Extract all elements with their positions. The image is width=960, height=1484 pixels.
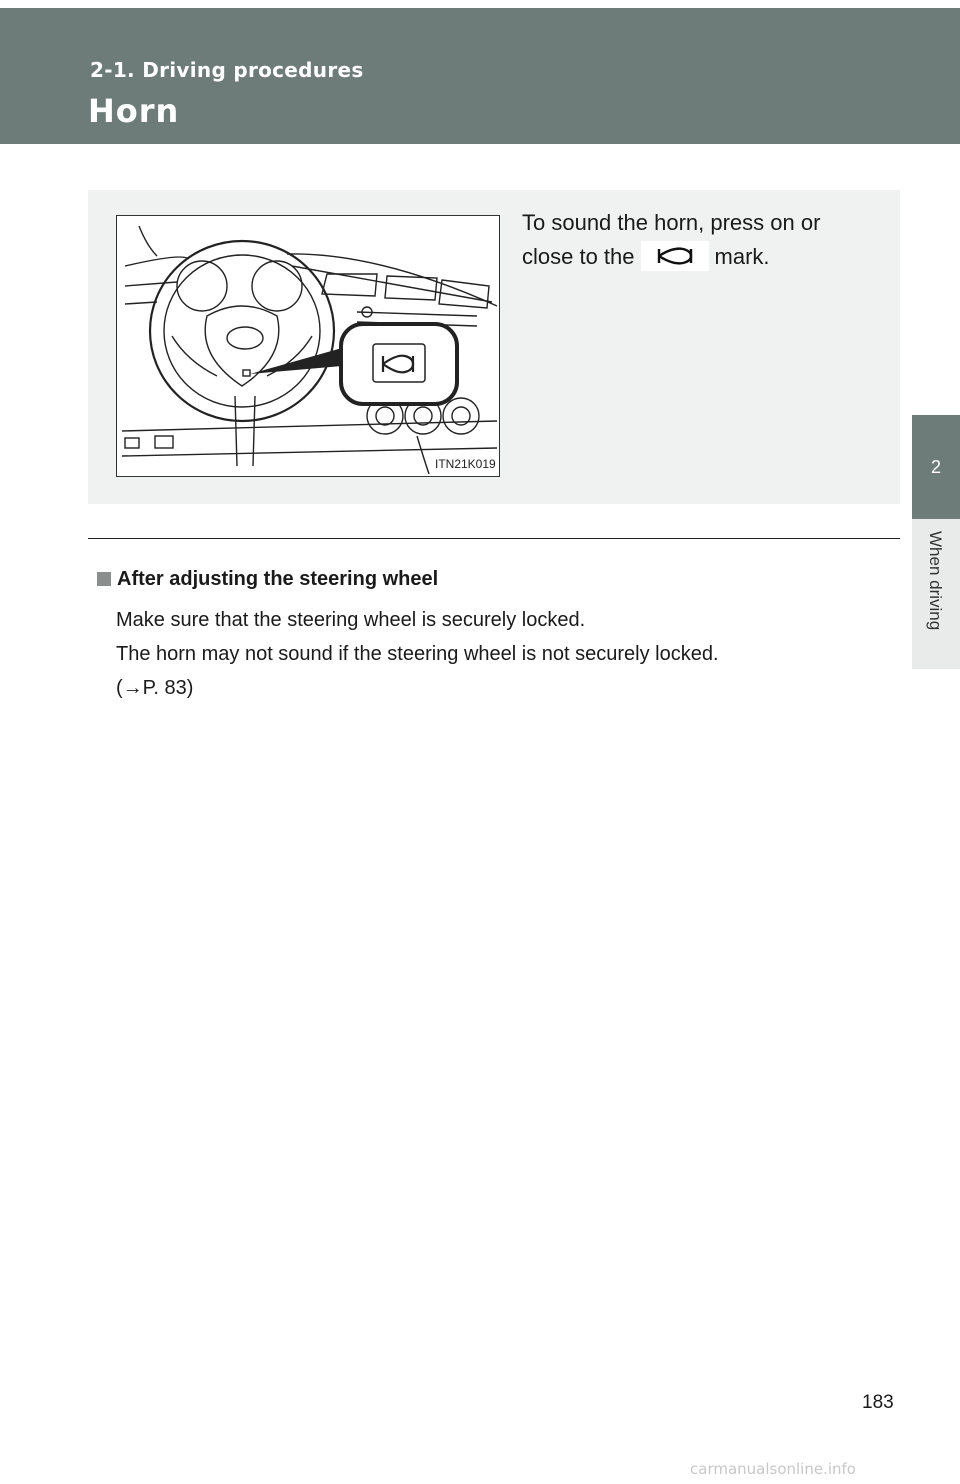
horn-mark-glyph (641, 241, 709, 271)
page-reference-link[interactable]: (→P. 83) (116, 677, 194, 699)
section-label: 2-1. Driving procedures (90, 58, 364, 82)
watermark: carmanualsonline.info (690, 1460, 856, 1478)
section-divider (88, 538, 900, 539)
steering-wheel-drawing (117, 216, 499, 476)
note-heading-text: After adjusting the steering wheel (117, 568, 439, 590)
chapter-tab-label (912, 519, 960, 669)
instruction-after-icon: mark. (714, 244, 770, 269)
square-bullet-icon (97, 572, 111, 586)
horn-mark-icon (641, 241, 709, 271)
figure-code: ITN21K019 (435, 457, 496, 471)
steering-wheel-illustration (116, 215, 500, 477)
page-number: 183 (862, 1392, 894, 1413)
instruction-text (522, 206, 882, 274)
note-line-2: The horn may not sound if the steering wheel is not securely locked. (116, 643, 719, 665)
note-body (116, 603, 896, 705)
chapter-tab-number[interactable]: 2 (912, 415, 960, 519)
note-heading (97, 568, 438, 591)
instruction-line-1: To sound the horn, press on or (522, 210, 821, 235)
instruction-line-2 (522, 240, 882, 274)
note-line-1: Make sure that the steering wheel is securely locked. (116, 609, 586, 631)
instruction-before-icon: close to the (522, 244, 635, 269)
page-title: Horn (88, 92, 180, 130)
chapter-tab-text: When driving (926, 531, 945, 631)
